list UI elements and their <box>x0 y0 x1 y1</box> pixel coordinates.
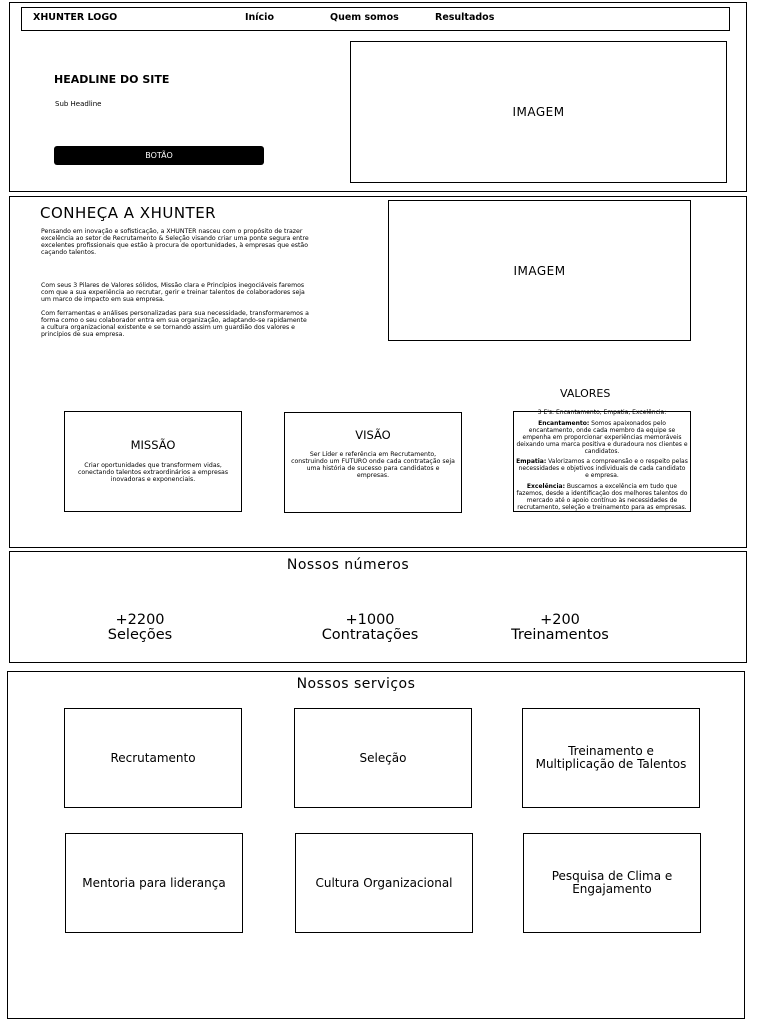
values-term: Encantamento: <box>538 419 590 427</box>
stat-label: Contratações <box>321 627 419 643</box>
service-card-cultura[interactable]: Cultura Organizacional <box>295 833 473 933</box>
vision-text: Ser Líder e referência em Recrutamento, construindo um FUTURO onde cada contratação seja uma história de sucesso para candidatos e empresas. <box>291 451 455 479</box>
nav-item-quem-somos[interactable]: Quem somos <box>330 12 399 23</box>
service-card-recrutamento[interactable]: Recrutamento <box>64 708 242 808</box>
mission-title: MISSÃO <box>130 438 176 452</box>
stat-value: +2200 <box>115 612 165 628</box>
stat-label: Seleções <box>107 627 173 643</box>
site-subheadline: Sub Headline <box>55 100 102 108</box>
service-card-selecao[interactable]: Seleção <box>294 708 472 808</box>
numbers-title: Nossos números <box>286 557 410 573</box>
about-paragraph: Pensando em inovação e sofisticação, a XHUNTER nasceu com o propósito de trazer excelência ao setor de Recrutamento & Seleção visando criar uma ponte segura entre excelentes profissionais que estão à procura de oportunidades, à empresas que estão caçando talentos. <box>41 228 309 256</box>
values-title: VALORES <box>560 387 611 400</box>
service-card-pesquisa[interactable]: Pesquisa de Clima e Engajamento <box>523 833 701 933</box>
service-card-mentoria[interactable]: Mentoria para liderança <box>65 833 243 933</box>
about-image-placeholder <box>388 200 691 341</box>
site-logo[interactable]: XHUNTER LOGO <box>33 12 118 23</box>
site-headline: HEADLINE DO SITE <box>54 73 170 86</box>
mission-card <box>64 411 242 512</box>
hero-image-placeholder <box>350 41 727 183</box>
stat-value: +200 <box>540 612 580 628</box>
nav-item-resultados[interactable]: Resultados <box>435 12 495 23</box>
vision-card <box>284 412 462 513</box>
hero-image-label: IMAGEM <box>512 105 565 119</box>
values-intro: 3 E's: Encantamento, Empatia, Excelência: <box>537 409 667 416</box>
about-image-label: IMAGEM <box>513 263 566 278</box>
values-term: Empatia: <box>516 458 547 466</box>
services-title: Nossos serviços <box>296 676 416 692</box>
mission-text: Criar oportunidades que transformem vidas, conectando talentos extraordinários a empresas inovadoras e exponenciais. <box>77 462 229 483</box>
values-desc: Valorizamos a compreensão e o respeito pelas necessidades e objetivos individuais de cada candidato e empresa. <box>518 458 688 480</box>
about-paragraph: Com ferramentas e análises personalizadas para sua necessidade, transformaremos a forma como o seu colaborador entra em sua organização, adaptando-se rapidamente a cultura organizacional existente e se tornando assim um guardião dos valores e princípios de sua empresa. <box>41 310 309 338</box>
stat-label: Treinamentos <box>511 627 609 643</box>
about-paragraph: Com seus 3 Pilares de Valores sólidos, Missão clara e Princípios inegociáveis faremos com que a sua experiência ao recrutar, gerir e treinar talentos de colaboradores seja um marco de impacto em sua empresa. <box>41 282 305 303</box>
values-desc: Somos apaixonados pelo encantamento, onde cada membro da equipe se empenha em proporcionar experiências memoráveis deixando uma marca positiva e duradoura nos clientes e candidatos. <box>516 419 688 455</box>
values-item <box>516 459 688 480</box>
values-desc: Buscamos a excelência em tudo que fazemos, desde a identificação dos melhores talentos do mercado até o apoio contínuo às necessidades de recrutamento, seleção e treinamento para as empresas. <box>516 483 688 511</box>
values-item <box>516 484 688 512</box>
cta-button[interactable]: BOTÃO <box>54 146 264 165</box>
vision-title: VISÃO <box>355 428 391 442</box>
values-text <box>516 410 688 516</box>
nav-item-inicio[interactable]: Início <box>245 12 274 23</box>
stat-value: +1000 <box>345 612 395 628</box>
stat-item <box>60 613 220 643</box>
stat-item <box>475 613 645 643</box>
about-title: CONHEÇA A XHUNTER <box>40 204 217 222</box>
values-term: Excelência: <box>526 483 565 491</box>
stat-item <box>285 613 455 643</box>
service-card-treinamento[interactable]: Treinamento e Multiplicação de Talentos <box>522 708 700 808</box>
values-item <box>516 421 688 456</box>
